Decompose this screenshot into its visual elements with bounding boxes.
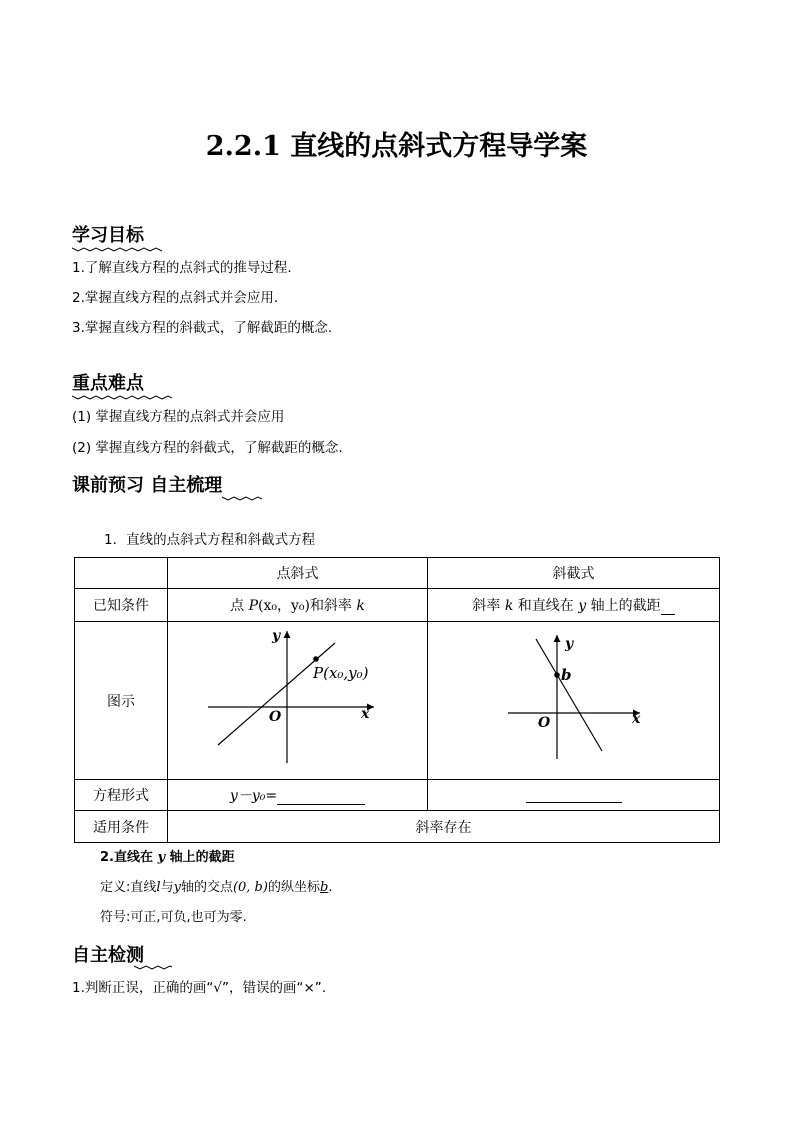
row-label-form: 方程形式 [75,780,168,811]
y-axis-label: y [272,627,281,644]
y-axis-label: y [565,635,574,652]
table-header-point-slope: 点斜式 [168,558,428,589]
origin-label: O [538,714,551,731]
y-axis-arrow [554,635,561,642]
slope-intercept-graph [428,623,720,779]
table-row [75,780,720,811]
check-item: 1.判断正误，正确的画“√”，错误的画“×”. [72,980,327,996]
table-row [75,558,720,589]
known-slope-intercept: 斜率 k 和直线在 y 轴上的截距 [428,589,720,622]
intercept-label: b [561,665,572,684]
formula-table [74,557,720,843]
y-axis-arrow [284,631,291,638]
section-heading-goals: 学习目标 [72,221,144,247]
table-row [75,622,720,780]
section-heading-preview: 课前预习 自主梳理 [72,471,222,497]
form-point-slope: y－y₀= [168,780,428,811]
answer-b: b [319,880,329,895]
row-label-condition: 适用条件 [75,811,168,843]
figure-slope-intercept [428,622,720,780]
goal-item: 2.掌握直线方程的点斜式并会应用. [72,290,279,306]
answer-blank[interactable] [526,788,622,803]
form-slope-intercept [428,780,720,811]
table-row [75,589,720,622]
answer-blank[interactable] [277,790,365,805]
point-p [313,656,319,662]
table-cell [75,558,168,589]
answer-blank[interactable] [661,600,675,615]
goal-item: 1.了解直线方程的点斜式的推导过程. [72,260,292,276]
page-title: 2.2.1 直线的点斜式方程导学案 [205,131,588,162]
condition-cell: 斜率存在 [168,811,720,843]
preview-item: 1．直线的点斜式方程和斜截式方程 [104,532,316,548]
key-point-item: (1) 掌握直线方程的点斜式并会应用 [72,409,285,425]
origin-label: O [269,708,282,725]
table-header-slope-intercept: 斜截式 [428,558,720,589]
row-label-figure: 图示 [75,622,168,780]
wavy-underline [72,496,262,502]
wavy-underline [72,965,172,971]
key-point-item: (2) 掌握直线方程的斜截式，了解截距的概念. [72,440,343,456]
table-row [75,811,720,843]
figure-point-slope [168,622,428,780]
wavy-underline [72,395,172,401]
line-l [536,639,602,751]
point-b [554,672,560,678]
point-slope-graph [168,623,428,779]
section-heading-check: 自主检测 [72,941,144,967]
wavy-underline [72,247,162,253]
known-point-slope: 点 P(x₀，y₀)和斜率 k [168,589,428,622]
intercept-heading: 2.直线在 y 轴上的截距 [100,850,235,865]
intercept-symbol: 符号:可正,可负,也可为零. [100,910,247,925]
row-label-known: 已知条件 [75,589,168,622]
x-axis-label: x [361,705,370,722]
section-heading-key-points: 重点难点 [72,369,144,395]
goal-item: 3.掌握直线方程的斜截式，了解截距的概念. [72,320,333,336]
x-axis-label: x [632,710,641,727]
intercept-definition: 定义:直线l与y轴的交点(0, b)的纵坐标b. [100,880,333,895]
point-p-label: P(x₀,y₀) [313,663,369,682]
